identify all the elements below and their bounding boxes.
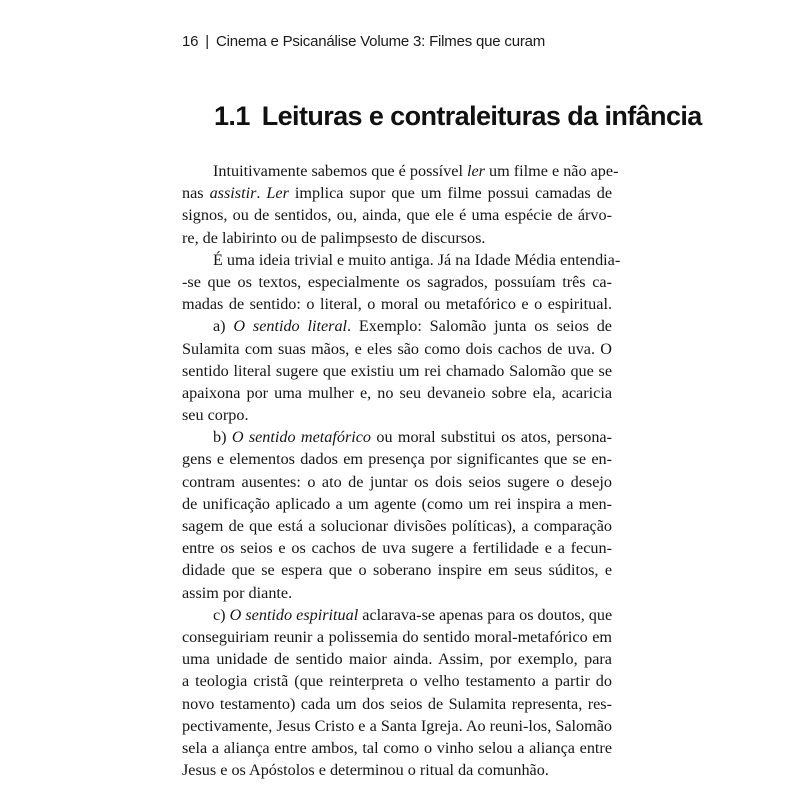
text-line: conseguiriam reunir a polissemia do sentido moral-metafórico em	[182, 627, 612, 646]
text-line: entre os seios e os cachos de uva sugere a fertilidade e a fecun-	[182, 539, 612, 558]
section-number: 1.1	[214, 101, 250, 131]
text-line: didade que se espera que o soberano inspire em seus súditos, e	[182, 561, 612, 580]
section-heading	[214, 101, 702, 132]
text-line: sela a aliança entre ambos, tal como o vinho selou a aliança entre	[182, 738, 612, 757]
emphasis-term: O sentido espiritual	[229, 605, 359, 624]
text-line: sagem de que está a solucionar divisões políticas), a comparação	[182, 517, 612, 535]
text-line: contram ausentes: o ato de juntar os dois seios sugere o desejo	[182, 472, 612, 491]
text-line: novo testamento) cada um dos seios de Sulamita representa, res-	[182, 694, 612, 713]
text-line: Intuitivamente sabemos que é possível ler um filme e não ape-	[213, 162, 619, 180]
emphasis-term: O sentido metafórico	[231, 428, 372, 447]
text-line: É uma ideia trivial e muito antiga. Já na Idade Média entendia-	[213, 250, 621, 269]
text-line: -se que os textos, especialmente os sagrados, possuíam três ca-	[182, 272, 612, 291]
text-line: a teologia cristã (que reinterpreta o velho testamento a partir do	[182, 672, 612, 691]
text-line: Jesus e os Apóstolos e determinou o ritual da comunhão.	[182, 761, 549, 780]
text-line: a) O sentido literal. Exemplo: Salomão junta os seios de	[213, 317, 612, 336]
emphasis-term: ler	[467, 162, 485, 180]
text-line: pectivamente, Jesus Cristo e a Santa Igreja. Ao reuni-los, Salomão	[182, 716, 612, 735]
section-title: Leituras e contraleituras da infância	[261, 101, 702, 131]
text-line: de unificação aplicado a um agente (como um rei inspira a men-	[182, 494, 612, 513]
text-line: gens e elementos dados em presença por significantes que se en-	[182, 450, 612, 469]
text-line: Sulamita com suas mãos, e eles são como dois cachos de uva. O	[182, 339, 612, 358]
running-head	[182, 33, 545, 50]
text-line: signos, ou de sentidos, ou, ainda, que ele é uma espécie de árvo-	[182, 206, 612, 225]
text-line: c) O sentido espiritual aclarava-se apenas para os doutos, que	[213, 605, 613, 624]
text-line: seu corpo.	[182, 406, 249, 425]
emphasis-term: Ler	[266, 184, 289, 203]
text-line: uma unidade de sentido maior ainda. Assim, por exemplo, para	[182, 650, 612, 669]
emphasis-term: assistir	[209, 184, 257, 203]
header-separator: |	[205, 33, 209, 50]
page-number: 16	[182, 33, 199, 50]
text-line: assim por diante.	[182, 583, 293, 602]
text-line: b) O sentido metafórico ou moral substitui os atos, persona-	[213, 428, 612, 447]
emphasis-term: O sentido literal	[233, 317, 348, 336]
text-line: re, de labirinto ou de palimpsesto de discursos.	[182, 228, 486, 247]
body-text	[182, 160, 621, 781]
text-line: madas de sentido: o literal, o moral ou metafórico e o espiritual.	[182, 295, 612, 314]
text-line: nas assistir. Ler implica supor que um filme possui camadas de	[182, 184, 613, 203]
text-line: apaixona por uma mulher e, no seu devaneio sobre ela, acaricia	[182, 383, 612, 402]
book-title: Cinema e Psicanálise Volume 3: Filmes que curam	[216, 33, 546, 50]
text-line: sentido literal sugere que existiu um rei chamado Salomão que se	[182, 361, 612, 380]
